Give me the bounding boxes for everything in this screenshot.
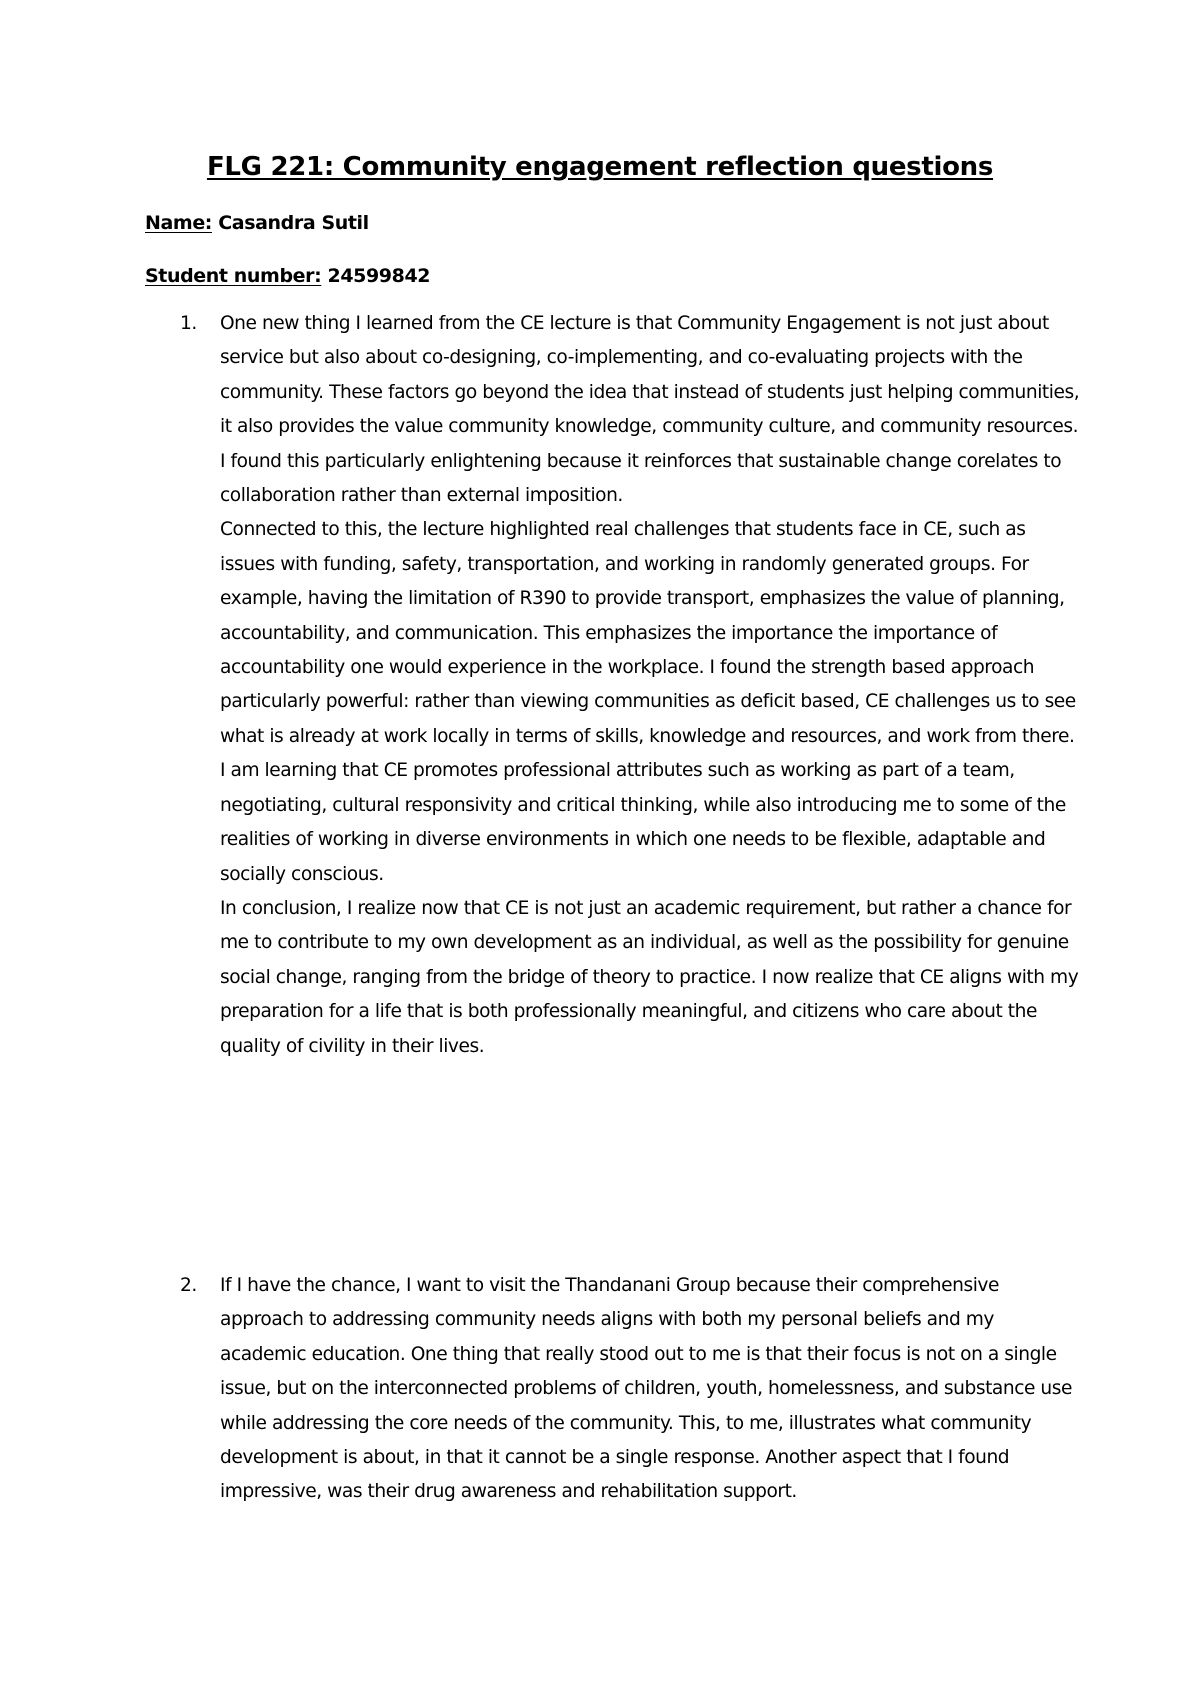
name-value: Casandra Sutil xyxy=(218,212,369,234)
document-title: FLG 221: Community engagement reflection questions xyxy=(206,152,994,182)
answer-number: 1. xyxy=(180,313,197,334)
student-number-label: Student number: xyxy=(145,265,322,287)
answer-paragraph: One new thing I learned from the CE lecture is that Community Engagement is not just about service but also about co-designing, co-implementing, and co-evaluating projects with the community. These factors go beyond the idea that instead of students just helping communities, it also provides the value community knowledge, community culture, and community resources. I found this particularly enlightening because it reinforces that sustainable change corelates to collaboration rather than external imposition. xyxy=(220,313,1080,507)
student-number-value: 24599842 xyxy=(327,265,431,287)
student-number-field xyxy=(145,262,430,290)
answer-body xyxy=(220,1269,1080,1510)
name-field xyxy=(145,209,369,237)
answer-paragraph: If I have the chance, I want to visit the Thandanani Group because their comprehensive approach to addressing community needs aligns with both my personal beliefs and my academic education. One thing that really stood out to me is that their focus is not on a single issue, but on the interconnected problems of children, youth, homelessness, and substance use while addressing the core needs of the community. This, to me, illustrates what community development is about, in that it cannot be a single response. Another aspect that I found impressive, was their drug awareness and rehabilitation support. xyxy=(220,1275,1072,1503)
answer-paragraph: In conclusion, I realize now that CE is not just an academic requirement, but rather a chance for me to contribute to my own development as an individual, as well as the possibility for genuine social change, ranging from the bridge of theory to practice. I now realize that CE aligns with my preparation for a life that is both professionally meaningful, and citizens who care about the quality of civility in their lives. xyxy=(220,897,1079,1057)
answer-body xyxy=(220,307,1080,1064)
name-label: Name: xyxy=(145,212,213,234)
answer-paragraph: Connected to this, the lecture highlighted real challenges that students face in CE, such as issues with funding, safety, transportation, and working in randomly generated groups. For example, having the limitation of R390 to provide transport, emphasizes the value of planning, accountability, and communication. This emphasizes the importance the importance of accountability one would experience in the workplace. I found the strength based approach particularly powerful: rather than viewing communities as deficit based, CE challenges us to see what is already at work locally in terms of skills, knowledge and resources, and work from there. xyxy=(220,519,1076,747)
answer-number: 2. xyxy=(180,1275,197,1296)
answer-paragraph: I am learning that CE promotes professional attributes such as working as part of a team, negotiating, cultural responsivity and critical thinking, while also introducing me to some of the realities of working in diverse environments in which one needs to be flexible, adaptable and socially conscious. xyxy=(220,760,1066,885)
answer-item-2 xyxy=(180,1269,1080,1510)
answer-item-1 xyxy=(180,307,1080,1064)
